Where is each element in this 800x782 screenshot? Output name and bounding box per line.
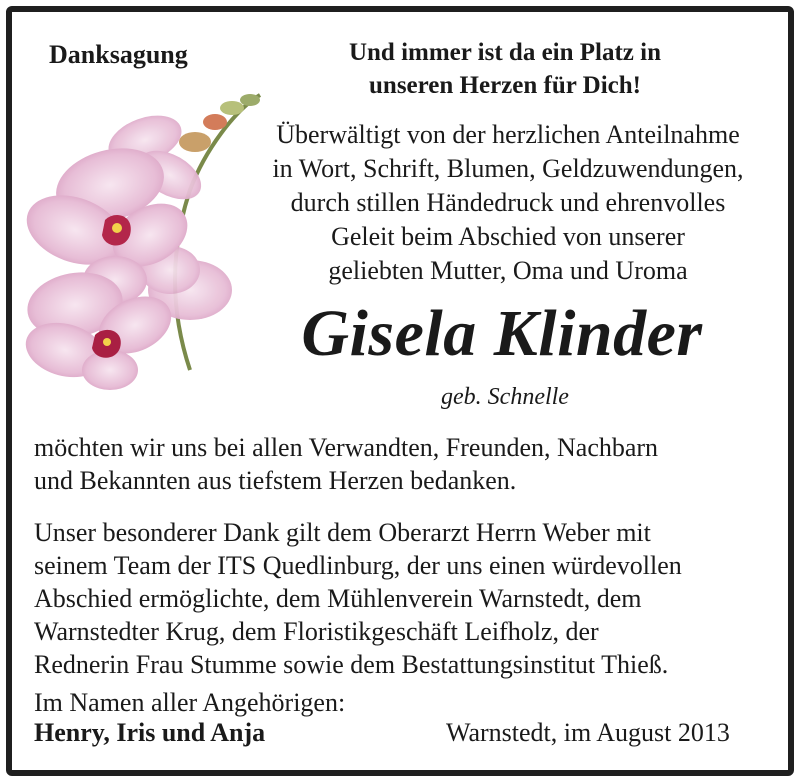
intro-text bbox=[228, 118, 788, 288]
special-thanks-line: Abschied ermöglichte, dem Mühlenverein Warnstedt, dem bbox=[34, 584, 642, 613]
motto bbox=[300, 36, 710, 102]
special-thanks-line: Unser besonderer Dank gilt dem Oberarzt Herrn Weber mit bbox=[34, 518, 651, 547]
family-signature: Henry, Iris und Anja bbox=[34, 718, 266, 747]
special-thanks-line: Warnstedter Krug, dem Floristikgeschäft Leifholz, der bbox=[34, 617, 599, 646]
on-behalf-line: Im Namen aller Angehörigen: bbox=[34, 688, 346, 717]
intro-line: in Wort, Schrift, Blumen, Geldzuwendungen, bbox=[272, 154, 744, 183]
thanks-paragraph bbox=[34, 431, 658, 497]
maiden-name: geb. Schnelle bbox=[441, 384, 569, 410]
intro-line: geliebten Mutter, Oma und Uroma bbox=[328, 256, 688, 285]
motto-line: Und immer ist da ein Platz in bbox=[348, 39, 662, 66]
thanks-line: und Bekannten aus tiefstem Herzen bedanken. bbox=[34, 466, 517, 495]
special-thanks-line: Rednerin Frau Stumme sowie dem Bestattungsinstitut Thieß. bbox=[34, 650, 669, 679]
special-thanks-paragraph bbox=[34, 516, 682, 681]
notice-heading: Danksagung bbox=[49, 40, 188, 69]
special-thanks-line: seinem Team der ITS Quedlinburg, der uns einen würdevollen bbox=[34, 551, 682, 580]
motto-line: unseren Herzen für Dich! bbox=[369, 72, 641, 99]
thanks-line: möchten wir uns bei allen Verwandten, Freunden, Nachbarn bbox=[34, 433, 659, 462]
intro-line: Geleit beim Abschied von unserer bbox=[331, 222, 685, 251]
intro-line: durch stillen Händedruck und ehrenvolles bbox=[290, 188, 726, 217]
place-date: Warnstedt, im August 2013 bbox=[446, 718, 730, 747]
deceased-name: Gisela Klinder bbox=[301, 297, 703, 370]
intro-line: Überwältigt von der herzlichen Anteilnahme bbox=[276, 120, 740, 149]
